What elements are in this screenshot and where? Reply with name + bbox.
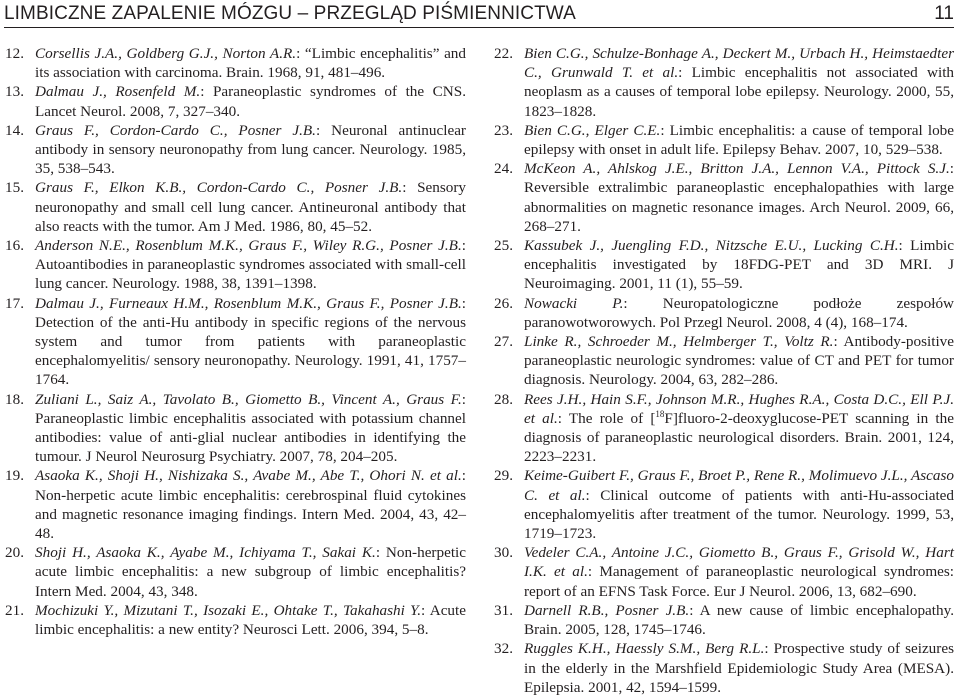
reference-item bbox=[494, 236, 954, 294]
reference-item bbox=[5, 178, 466, 236]
reference-authors: Keime-Guibert F., Graus F., Broet P., Rene R., Molimuevo J.L., Ascaso C. et al. bbox=[524, 467, 954, 504]
reference-number: 27. bbox=[494, 333, 513, 351]
reference-number: 17. bbox=[5, 294, 24, 312]
reference-item bbox=[5, 543, 466, 601]
reference-authors: Rees J.H., Hain S.F., Johnson M.R., Hughes R.A., Costa D.C., Ell P.J. et al. bbox=[524, 390, 954, 427]
reference-text: : Detection of the anti-Hu antibody in specific regions of the nervous system and tumor from patients with paraneoplastic encephalomyelitis/ sensory neuronopathy. Neurology. 1991, 41, 1757–1764. bbox=[35, 294, 466, 389]
reference-text-rest: F]fluoro-2-deoxyglucose-PET scanning in the diagnosis of paraneoplastic neurological disorders. Brain. 2001, 124, 2223–2231. bbox=[524, 409, 954, 466]
reference-item bbox=[494, 543, 954, 601]
reference-number: 22. bbox=[494, 45, 513, 62]
reference-text-lead: : The role of [ bbox=[557, 409, 656, 427]
reference-number: 19. bbox=[5, 467, 24, 485]
reference-text: : Non-herpetic acute limbic encephalitis: cerebrospinal fluid cytokines and magnetic resonance imaging findings. Intern Med. 2004, 43, 42–48. bbox=[35, 467, 466, 543]
reference-text: : Clinical outcome of patients with anti-Hu-associated encephalomyelitis after treatment of the tumor. Neurology. 1999, 53, 1719–1723. bbox=[524, 486, 955, 543]
reference-text: : Non-herpetic acute limbic encephalitis: a new subgroup of limbic encephalitis? Intern Med. 2004, 43, 348. bbox=[35, 544, 467, 600]
reference-number: 15. bbox=[5, 179, 24, 197]
reference-text: : Neuronal antinuclear antibody in sensory neuronopathy from lung cancer. Neurology. 1985, 35, 538–543. bbox=[35, 121, 466, 178]
reference-number: 26. bbox=[494, 294, 513, 312]
reference-number: 32. bbox=[494, 640, 513, 658]
reference-authors: Graus F., Cordon-Cardo C., Posner J.B. bbox=[35, 121, 316, 139]
reference-number: 25. bbox=[494, 237, 513, 255]
reference-authors: Ruggles K.H., Haessly S.M., Berg R.L. bbox=[524, 640, 765, 658]
reference-text: : A new cause of limbic encephalopathy. Brain. 2005, 128, 1745–1746. bbox=[524, 601, 954, 639]
reference-authors: Bien C.G., Elger C.E. bbox=[524, 121, 661, 139]
reference-item bbox=[494, 121, 954, 159]
reference-authors: Graus F., Elkon K.B., Cordon-Cardo C., Posner J.B. bbox=[35, 179, 403, 197]
reference-text: : Acute limbic encephalitis: a new entity? Neurosci Lett. 2006, 394, 5–8. bbox=[35, 601, 466, 639]
reference-item bbox=[5, 601, 466, 639]
reference-authors: McKeon A., Ahlskog J.E., Britton J.A., Lennon V.A., Pittock S.J. bbox=[524, 160, 950, 178]
isotope-superscript: 18 bbox=[655, 408, 665, 419]
reference-authors: Shoji H., Asaoka K., Ayabe M., Ichiyama T., Sakai K. bbox=[35, 544, 376, 562]
reference-number: 24. bbox=[494, 160, 513, 178]
reference-authors: Kassubek J., Juengling F.D., Nitzsche E.U., Lucking C.H. bbox=[524, 237, 899, 255]
reference-number: 16. bbox=[5, 237, 24, 255]
reference-item bbox=[494, 601, 954, 639]
reference-item bbox=[494, 639, 954, 697]
reference-number: 13. bbox=[5, 83, 24, 101]
reference-authors: Mochizuki Y., Mizutani T., Isozaki E., Ohtake T., Takahashi Y. bbox=[35, 601, 422, 619]
reference-authors: Nowacki P. bbox=[524, 294, 624, 312]
reference-item bbox=[5, 390, 466, 467]
references-right-column bbox=[494, 44, 954, 697]
reference-authors: Dalmau J., Rosenfeld M. bbox=[35, 83, 201, 101]
reference-number: 29. bbox=[494, 467, 513, 485]
reference-authors: Zuliani L., Saiz A., Tavolato B., Giometto B., Vincent A., Graus F. bbox=[35, 390, 462, 408]
reference-item bbox=[494, 294, 954, 332]
reference-number: 21. bbox=[5, 601, 24, 619]
reference-item bbox=[494, 390, 954, 467]
reference-text: : Neuropatologiczne podłoże zespołów paranowotworowych. Pol Przegl Neurol. 2008, 4 (4), 168–174. bbox=[524, 294, 955, 331]
reference-number: 12. bbox=[5, 45, 24, 62]
reference-authors: Bien C.G., Schulze-Bonhage A., Deckert M., Urbach H., Heimstaedter C., Grunwald T. et al. bbox=[524, 45, 954, 82]
reference-authors: Darnell R.B., Posner J.B. bbox=[524, 601, 690, 619]
reference-number: 28. bbox=[494, 390, 513, 408]
reference-item bbox=[494, 466, 954, 543]
running-title: LIMBICZNE ZAPALENIE MÓZGU – PRZEGLĄD PIŚMIENNICTWA bbox=[4, 3, 576, 24]
reference-item bbox=[494, 332, 954, 390]
reference-item bbox=[5, 236, 466, 294]
reference-text: : Reversible extralimbic paraneoplastic encephalopathies with large abnormalities on magnetic resonance images. Arch Neurol. 2009, 66, 268–271. bbox=[524, 160, 954, 235]
reference-number: 31. bbox=[494, 601, 513, 619]
reference-authors: Dalmau J., Furneaux H.M., Rosenblum M.K., Graus F., Posner J.B. bbox=[35, 294, 462, 312]
reference-text: : Autoantibodies in paraneoplastic syndromes associated with small-cell lung cancer. Neurology. 1988, 38, 1391–1398. bbox=[35, 237, 466, 293]
reference-text: : Antibody-positive paraneoplastic neurologic syndromes: value of CT and PET for tumor diagnosis. Neurology. 2004, 63, 282–286. bbox=[524, 333, 955, 389]
reference-text: : Limbic encephalitis not associated with neoplasm as a causes of temporal lobe epilepsy. Neurology. 2000, 55, 1823–1828. bbox=[524, 64, 955, 120]
reference-text: : Prospective study of seizures in the elderly in the Marshfield Epidemiologic Study Area (MESA). Epilepsia. 2001, 42, 1594–1599. bbox=[524, 640, 954, 696]
reference-number: 18. bbox=[5, 390, 24, 408]
reference-number: 14. bbox=[5, 121, 24, 139]
reference-text: : Management of paraneoplastic neurological syndromes: report of an EFNS Task Force. Eur J Neurol. 2006, 13, 682–690. bbox=[524, 563, 955, 600]
reference-text: : Limbic encephalitis investigated by 18FDG-PET and 3D MRI. J Neuroimaging. 2001, 11 (1), 55–59. bbox=[524, 237, 954, 293]
page-number: 11 bbox=[934, 3, 954, 24]
reference-text: : “Limbic encephalitis” and its association with carcinoma. Brain. 1968, 91, 481–496. bbox=[35, 45, 466, 82]
reference-item bbox=[5, 82, 466, 120]
reference-item bbox=[5, 294, 466, 390]
reference-item bbox=[5, 466, 466, 543]
reference-text: : Paraneoplastic limbic encephalitis associated with potassium channel antibodies: value of anti-glial nuclear antibodies in identifying the tumour. J Neurol Neurosurg Psychiatry. 2007, 78, 204–205. bbox=[35, 390, 466, 466]
reference-number: 23. bbox=[494, 121, 513, 139]
reference-text: : Sensory neuronopathy and small cell lung cancer. Antineuronal antibody that also reacts with the tumor. Am J Med. 1986, 80, 45–52. bbox=[35, 179, 467, 235]
references-left-column bbox=[5, 44, 466, 639]
reference-number: 20. bbox=[5, 544, 24, 562]
reference-authors: Vedeler C.A., Antoine J.C., Giometto B., Graus F., Grisold W., Hart I.K. et al. bbox=[524, 544, 954, 581]
reference-item bbox=[5, 121, 466, 179]
reference-item bbox=[494, 44, 954, 121]
page-header bbox=[4, 1, 954, 28]
reference-text bbox=[524, 410, 954, 465]
reference-authors: Corsellis J.A., Goldberg G.J., Norton A.R. bbox=[35, 45, 297, 62]
reference-authors: Asaoka K., Shoji H., Nishizaka S., Avabe M., Abe T., Ohori N. et al. bbox=[35, 467, 462, 485]
reference-text: : Limbic encephalitis: a cause of temporal lobe epilepsy with onset in adult life. Epilepsy Behav. 2007, 10, 529–538. bbox=[524, 121, 955, 159]
reference-item bbox=[5, 44, 466, 82]
reference-number: 30. bbox=[494, 544, 513, 562]
reference-authors: Linke R., Schroeder M., Helmberger T., Voltz R. bbox=[524, 333, 834, 351]
reference-item bbox=[494, 159, 954, 236]
reference-authors: Anderson N.E., Rosenblum M.K., Graus F., Wiley R.G., Posner J.B. bbox=[35, 237, 462, 255]
reference-text: : Paraneoplastic syndromes of the CNS. Lancet Neurol. 2008, 7, 327–340. bbox=[35, 83, 466, 120]
